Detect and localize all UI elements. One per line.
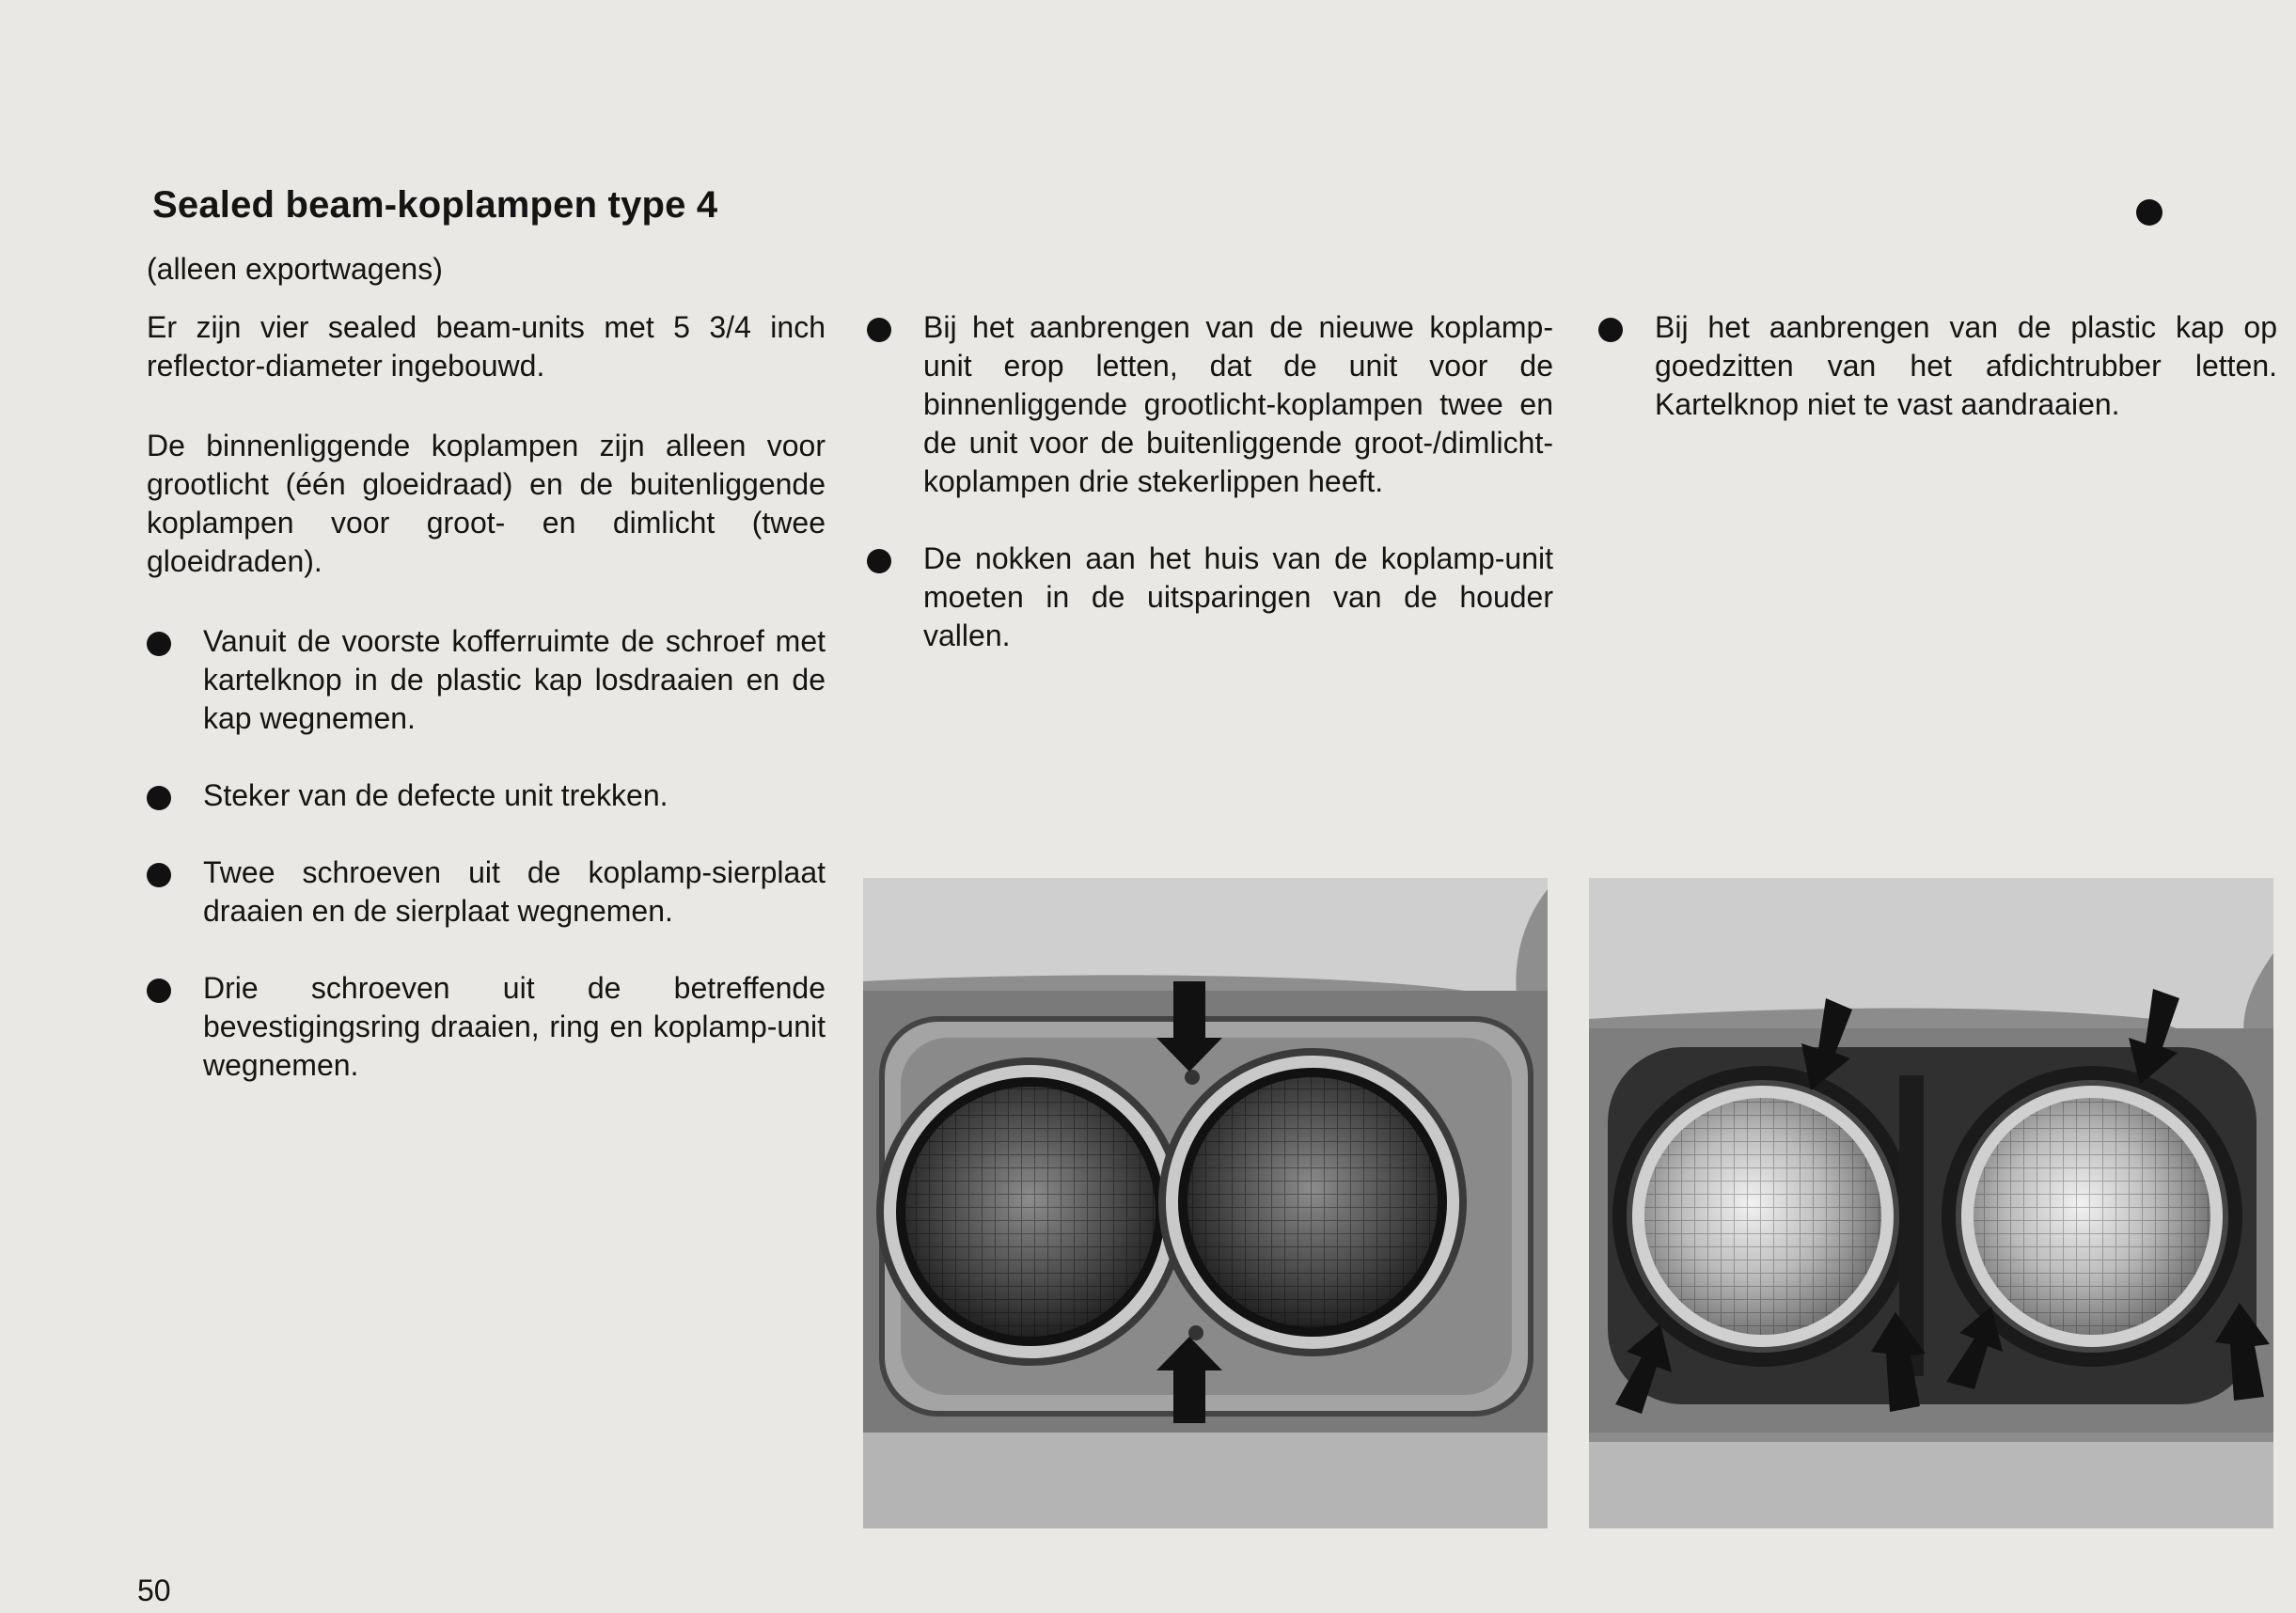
text-column-3 <box>1598 308 2277 462</box>
instruction-text: Bij het aanbrengen van de plastic kap op goedzitten van het afdichtrubber letten. Kartelknop niet te vast aandraaien. <box>1655 310 2277 421</box>
paragraph: De binnenliggende koplampen zijn alleen voor grootlicht (één gloeidraad) en de buitenliggende koplampen voor groot- en dimlicht (twee gloeidraden). <box>147 429 826 578</box>
instruction-item <box>147 969 826 1085</box>
instruction-item <box>1598 308 2277 424</box>
instruction-text: Steker van de defecte unit trekken. <box>203 778 668 812</box>
bullet-dot-icon <box>867 549 891 573</box>
bullet-dot-icon <box>147 979 171 1003</box>
bullet-dot-icon <box>147 863 171 887</box>
headlight-photo-illustration <box>863 878 1548 1528</box>
headlight-photo-illustration <box>1589 878 2273 1528</box>
instruction-text: Twee schroeven uit de koplamp-sierplaat draaien en de sierplaat wegnemen. <box>203 855 826 928</box>
text-column-2 <box>867 308 1553 694</box>
text-column-1 <box>147 308 826 1123</box>
bullet-dot-icon <box>147 632 171 656</box>
bullet-dot-icon <box>1598 318 1623 342</box>
bullet-dot-icon <box>2136 199 2162 226</box>
instruction-text: Vanuit de voorste kofferruimte de schroef met kartelknop in de plastic kap losdraaien en de kap wegnemen. <box>203 624 826 735</box>
instruction-item <box>867 308 1553 501</box>
page-subtitle: (alleen exportwagens) <box>147 252 443 286</box>
instruction-text: Bij het aanbrengen van de nieuwe koplamp-unit erop letten, dat de unit voor de binnenliggende grootlicht-koplampen twee en de unit voor de buitenliggende groot-/dimlicht-koplampen drie stekerlippen heeft. <box>923 310 1553 498</box>
instruction-text: De nokken aan het huis van de koplamp-unit moeten in de uitsparingen van de houder vallen. <box>923 541 1553 652</box>
instruction-item <box>147 853 826 931</box>
bullet-dot-icon <box>147 786 171 810</box>
instruction-item <box>867 540 1553 655</box>
headlight-photo-retaining-rings <box>1589 878 2273 1528</box>
page-number: 50 <box>137 1574 171 1607</box>
page-title: Sealed beam-koplampen type 4 <box>152 184 718 226</box>
headlight-photo-trim-plate <box>863 878 1548 1528</box>
bullet-dot-icon <box>867 318 891 342</box>
paragraph: Er zijn vier sealed beam-units met 5 3/4 inch reflector-diameter ingebouwd. <box>147 310 826 383</box>
instruction-item <box>147 622 826 738</box>
instruction-text: Drie schroeven uit de betreffende bevestigingsring draaien, ring en koplamp-unit wegnemen. <box>203 971 826 1082</box>
instruction-item <box>147 776 826 815</box>
